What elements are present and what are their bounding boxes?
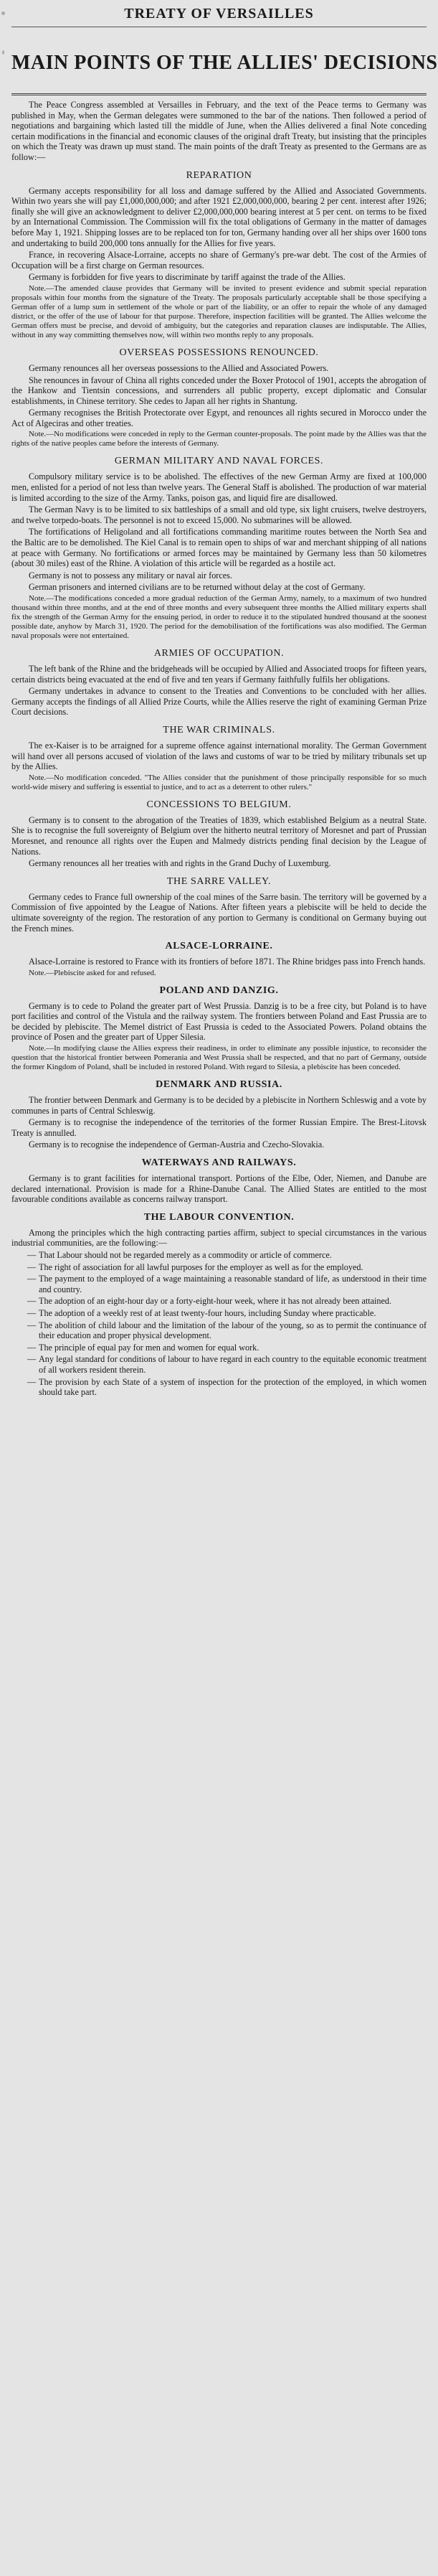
section-paragraph: Germany is to cede to Poland the greater part of West Prussia. Danzig is to be a free city, but Poland is to have port facilities and control of the Vistula and the railway system. The frontiers between Poland and East Prussia are to be decided by plebiscite. The Memel district of East Prussia is ceded to the Associated Powers. Poland obtains the province of Posen and the greater part of Upper Silesia. [11, 1000, 427, 1043]
print-smudge-mark [1, 11, 5, 15]
section-note: Note.—No modifications were conceded in reply to the German counter-proposals. The point made by the Allies was that the rights of the native peoples came before the interests of Germany. [11, 430, 427, 448]
labour-principle-item: — That Labour should not be regarded merely as a commodity or article of commerce. [11, 1250, 427, 1261]
section-paragraph: German prisoners and interned civilians are to be returned without delay at the cost of Germany. [29, 582, 366, 593]
section-paragraph: The left bank of the Rhine and the bridgeheads will be occupied by Allied and Associated troops for fifteen years, certain districts being evacuated at the end of five and ten years if Germany faithfully fulfils her obligations. [11, 664, 427, 685]
print-smudge-mark [2, 50, 4, 55]
section-paragraph: She renounces in favour of China all rights conceded under the Boxer Protocol of 1901, accepts the abrogation of the Hankow and Tientsin concessions, and surrenders all public property, except diplomatic and Consular establishments, in Chinese territory. She cedes to Japan all her rights in Shantung. [11, 375, 427, 406]
section-heading: OVERSEAS POSSESSIONS RENOUNCED. [119, 347, 319, 358]
running-head: TREATY OF VERSAILLES [124, 6, 314, 22]
section-paragraph: Germany recognises the British Protectorate over Egypt, and renounces all rights secured in Morocco under the Act of Algeciras and other treaties. [11, 408, 427, 428]
section-heading: THE LABOUR CONVENTION. [143, 1211, 295, 1223]
section-note: Note.—In modifying clause the Allies express their readiness, in order to eliminate any possible injustice, to reconsider the question that the historical frontier between Pomerania and West Prussia shall be respected, and that no part of Germany, outside the former Kingdom of Poland, shall be included in restored Poland. With regard to Silesia, a plebiscite has been conceded. [11, 1044, 427, 1072]
section-note: Note.—Plebiscite asked for and refused. [29, 968, 156, 977]
labour-principle-item: — The adoption of an eight-hour day or a forty-eight-hour week, where it has not already been attained. [11, 1296, 427, 1307]
section-heading: ALSACE-LORRAINE. [165, 941, 273, 952]
labour-principle-item: — The right of association for all lawful purposes for the employer as well as for the employed. [11, 1262, 427, 1273]
section-note: Note.—The amended clause provides that Germany will be invited to present evidence and submit special reparation proposals within four months from the signature of the Treaty. The proposals particularly acceptable shall be those specifying a German offer of a lump sum in settlement of the whole or part of the liability, or an offer to repair the whole of any damaged district, or the offer of the use of labour for that purpose. Therefore, inspection facilities will be granted. The Allies welcome the German offers must be precise, and devoid of ambiguity, but the categories and reparation clauses are indisputable. The Allies, without in any way committing themselves now, will within two months reply to any proposals. [11, 283, 427, 339]
labour-principle-item: — The abolition of child labour and the limitation of the labour of the young, so as to permit the continuance of their education and proper physical development. [11, 1320, 427, 1341]
section-heading: DENMARK AND RUSSIA. [156, 1079, 282, 1091]
labour-principle-item: — Any legal standard for conditions of labour to have regard in each country to the equitable economic treatment of all workers resident therein. [11, 1354, 427, 1375]
section-heading: GERMAN MILITARY AND NAVAL FORCES. [114, 456, 324, 467]
section-paragraph: Germany is to recognise the independence of German-Austria and Czecho-Slovakia. [29, 1139, 325, 1150]
section-paragraph: Germany is to grant facilities for international transport. Portions of the Elbe, Oder, Niemen, and Danube are declared international. Provision is made for a Rhine-Danube Canal. The Allied States are entitled to the most favourable conditions available as concerns railway transport. [11, 1173, 427, 1205]
labour-principle-item: — The adoption of a weekly rest of at least twenty-four hours, including Sunday where practicable. [11, 1308, 427, 1319]
section-heading: THE SARRE VALLEY. [166, 875, 272, 887]
labour-principle-item: — The principle of equal pay for men and women for equal work. [11, 1343, 427, 1353]
section-paragraph: Germany is forbidden for five years to discriminate by tariff against the trade of the Allies. [29, 272, 346, 283]
section-paragraph: Compulsory military service is to be abolished. The effectives of the new German Army are fixed at 100,000 men, enlisted for a period of not less than twelve years. The General Staff is abolished. The production of war material is limited according to the size of the Army. Tanks, poison gas, and liquid fire are disallowed. [11, 471, 427, 503]
section-paragraph: Alsace-Lorraine is restored to France with its frontiers of before 1871. The Rhine bridges pass into French hands. [29, 956, 426, 967]
section-paragraph: Germany is to recognise the independence of the territories of the former Russian Empire. The Brest-Litovsk Treaty is annulled. [11, 1117, 427, 1138]
section-paragraph: The ex-Kaiser is to be arraigned for a supreme offence against international morality. The German Government will hand over all persons accused of violation of the laws and customs of war to be tried by military tribunals set up by the Allies. [11, 740, 427, 772]
section-heading: THE WAR CRIMINALS. [163, 724, 275, 735]
headline-rule [11, 93, 427, 95]
section-note: Note.—The modifications conceded a more gradual reduction of the German Army, namely, to a maximum of two hundred thousand within three months, and at the end of three months and every subsequent three months the Allied military experts shall fix the strength of the German Army for the ensuing period, in order to reduce it to the stipulated hundred thousand at the soonest possible date, anyhow by March 31, 1920. The period for the demobilisation of the fortifications was also modified. The German naval proposals were not entertained. [11, 594, 427, 640]
section-paragraph: Germany is to consent to the abrogation of the Treaties of 1839, which established Belgium as a neutral State. She is to recognise the full sovereignty of Belgium over the hitherto neutral territory of Moresnet and part of Prussian Moresnet, and renounce all rights over the Eupen and Malmedy districts pending final decision by the League of Nations. [11, 814, 427, 857]
section-paragraph: Germany renounces all her treaties with and rights in the Grand Duchy of Luxemburg. [29, 858, 331, 869]
section-heading: REPARATION [186, 169, 252, 181]
article-sections [11, 170, 427, 1249]
section-paragraph: Germany cedes to France full ownership of the coal mines of the Sarre basin. The territory will be governed by a Commission of five appointed by the League of Nations. After fifteen years a plebiscite will be held to decide the ultimate sovereignty of the region. The restoration of any portion to Germany is conditional on Germany buying out the French mines. [11, 891, 427, 934]
section-paragraph: Among the principles which the high contracting parties affirm, subject to special circumstances in the various industrial communities, are the following:— [11, 1227, 427, 1249]
section-paragraph: Germany renounces all her overseas possessions to the Allied and Associated Powers. [29, 362, 329, 373]
section-paragraph: France, in recovering Alsace-Lorraine, accepts no share of Germany's pre-war debt. The cost of the Armies of Occupation will be a first charge on German resources. [11, 250, 427, 271]
section-paragraph: The fortifications of Heligoland and all fortifications commanding maritime routes between the North Sea and the Baltic are to be demolished. The Kiel Canal is to remain open to ships of war and merchant shipping of all nations at peace with Germany. No fortifications or armed forces may be maintained by Germany less than 50 kilometres (about 30 miles) east of the Rhine. A violation of this article will be regarded as a hostile act. [11, 527, 427, 569]
section-heading: ARMIES OF OCCUPATION. [153, 648, 285, 659]
section-paragraph: Germany accepts responsibility for all loss and damage suffered by the Allied and Associated Governments. Within two years she will pay £1,000,000,000; and after 1921 £2,000,000,000, bearing 2 per cent. interest after 1926; finally she will give an acknowledgment to deliver £2,000,000,000 bearing interest at 5 per cent. on terms to be fixed by an International Commission. The Commission will fix the total obligations of Germany in the matter of damages before May 1, 1921. Shipping losses are to be replaced ton for ton, Germany handing over all her ships over 1600 tons and undertaking to build 200,000 tons annually for the Allies for five years. [11, 185, 427, 248]
section-heading: POLAND AND DANZIG. [159, 984, 279, 996]
labour-principle-item: — The provision by each State of a system of inspection for the protection of the employed, in which women should take part. [11, 1377, 427, 1398]
labour-principle-item: — The payment to the employed of a wage maintaining a reasonable standard of life, as understood in their time and country. [11, 1274, 427, 1294]
section-paragraph: The frontier between Denmark and Germany is to be decided by a plebiscite in Northern Schleswig and a vote by communes in parts of Central Schleswig. [11, 1095, 427, 1116]
labour-principles-list [11, 1250, 427, 1398]
intro-paragraph: The Peace Congress assembled at Versailles in February, and the text of the Peace terms to Germany was published in May, when the German delegates were summoned to the bar of the nations. Then followed a period of negotiations and bargaining which lasted till the middle of June, when the Allies delivered a final Note conceding certain modifications in the financial and economic clauses of the original draft Treaty, but insisting that the principles on which the Treaty was drawn up must stand. The main points of the draft Treaty as presented to the Germans are as follow:— [11, 100, 427, 162]
section-heading: WATERWAYS AND RAILWAYS. [141, 1157, 297, 1169]
section-paragraph: Germany is not to possess any military or naval air forces. [29, 570, 232, 580]
section-paragraph: The German Navy is to be limited to six battleships of a small and old type, six light cruisers, twelve destroyers, and twelve torpedo-boats. The personnel is not to exceed 15,000. No submarines will be allowed. [11, 504, 427, 525]
headline: MAIN POINTS OF THE ALLIES' DECISIONS [11, 52, 438, 74]
section-heading: CONCESSIONS TO BELGIUM. [146, 799, 292, 810]
section-paragraph: Germany undertakes in advance to consent to the Treaties and Conventions to be concluded with her allies. Germany accepts the findings of all Allied Prize Courts, while the Allies reserve the right of examining German Prize Court decisions. [11, 686, 427, 718]
section-note: Note.—No modification conceded. "The Allies consider that the punishment of those principally responsible for so much world-wide misery and suffering is essential to justice, and to act as a deterrent to other rulers." [11, 773, 427, 791]
